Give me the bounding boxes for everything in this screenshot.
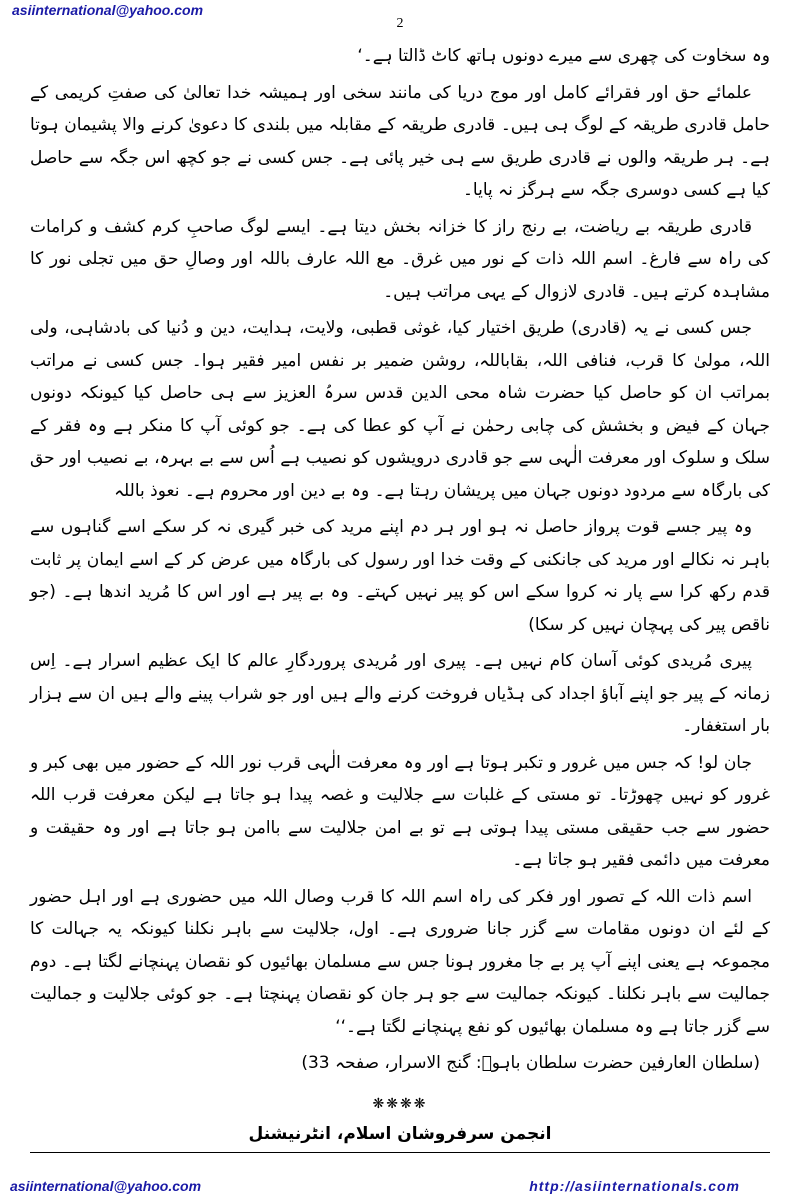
- footer-organization: انجمن سرفروشان اسلام، انٹرنیشنل: [248, 1124, 552, 1144]
- paragraph-5: پیری مُریدی کوئی آسان کام نہیں ہے۔ پیری اور مُریدی پروردگارِ عالم کا ایک عظیم اسرار ہے۔ اِس زمانہ کے پیر جو اپنے آباؤ اجداد کی ہڈیاں فروخت کرنے والے ہیں اور جو شراب پینے والے ہیں ان سے ہزار بار استغفار۔: [30, 651, 770, 736]
- citation: (سلطان العارفین حضرت سلطان باہوؒ: گنج الاسرار، صفحہ 33): [301, 1053, 760, 1073]
- header-email[interactable]: asiinternational@yahoo.com: [12, 2, 204, 18]
- page-number: 2: [396, 16, 404, 31]
- footer-email[interactable]: asiinternational@yahoo.com: [10, 1178, 202, 1194]
- paragraph-3: جس کسی نے یہ (قادری) طریق اختیار کیا، غوثی قطبی، ولایت، ہدایت، دین و دُنیا کی بادشاہی، ولی اللہ، مولیٰ کا قرب، فنافی اللہ، بقاباللہ، روشن ضمیر بر نفس امیر فقیر ہوا۔ جس کسی نے مراتب بمراتب ان کو حاصل کیا حضرت شاہ محی الدین قدس سرہُ العزیز سے ہی حاصل کیا کیونکہ دونوں جہان کے فیض و بخشش کی چابی رحمٰن نے آپ کو عطا کی ہے۔ جو کوئی آپ کا منکر ہے وہ فقر کے سلک و سلوک اور معرفت الٰہی سے جو قادری درویشوں کو نصیب ہے اُس سے بے بہرہ، بے نصیب اور حق کی بارگاہ سے مردود دونوں جہان میں پریشان رہتا ہے۔ وہ بے دین اور محروم ہے۔ نعوذ باللہ: [30, 318, 770, 501]
- footer-rule: [30, 1152, 770, 1153]
- paragraph-1: علمائے حق اور فقرائے کامل اور موج دریا کی مانند سخی اور ہمیشہ خدا تعالیٰ کی صفتِ کریمی کے حامل قادری طریقہ کے لوگ ہی ہیں۔ قادری طریقہ کے مقابلہ میں بلندی کا دعویٰ کرنے والا پشیمان ہوتا ہے۔ ہر طریقہ والوں نے قادری طریق سے ہی خیر پائی ہے۔ جس کسی نے جو کچھ اس جگہ سے حاصل کیا ہے کسی دوسری جگہ سے ہرگز نہ پایا۔: [30, 82, 770, 200]
- paragraph-4: وہ پیر جسے قوت پرواز حاصل نہ ہو اور ہر دم اپنے مرید کی خبر گیری نہ کر سکے اسے گناہوں سے باہر نہ نکالے اور مرید کی جانکنی کے وقت خدا اور رسول کی بارگاہ میں عرض کر کے اسے ایمان پر ثابت قدم رکھ کرا سے پار نہ کروا سکے اس کو پیر نہیں کہتے۔ وہ بے پیر ہے اور اس کا مُرید اندھا ہے۔ (جو ناقص پیر کی پہچان نہیں کر سکا): [30, 517, 770, 635]
- paragraph-7: اسم ذات اللہ کے تصور اور فکر کی راہ اسم اللہ کا قرب وصال اللہ میں حضوری ہے اور اہل حضور کے لئے ان دونوں مقامات سے گزر جانا ضروری ہے۔ اول، جلالیت سے باہر نکلنا کیونکہ یہ جہالت کا مجموعہ ہے یعنی اپنے آپ پر بے جا مغرور ہونا جس سے مسلمان بھائیوں کو نقصان پہنچانے لگتا ہے۔ دوم جمالیت سے باہر نکلنا۔ کیونکہ جمالیت سے جو ہر جان کو نقصان پہنچتا ہے۔ جو کوئی جلالیت و جمالیت سے گزر جاتا ہے وہ مسلمان بھائیوں کو نفع پہنچانے لگتا ہے۔‘‘: [30, 886, 770, 1037]
- ornament-divider: ❋❋❋❋: [372, 1096, 428, 1112]
- paragraph-2: قادری طریقہ بے ریاضت، بے رنج راز کا خزانہ بخش دیتا ہے۔ ایسے لوگ صاحبِ کرم کشف و کرامات کی راہ سے فارغ۔ اسم اللہ ذات کے نور میں غرق۔ مع اللہ عارف باللہ اور وصالِ حق میں تجلی نور کا مشاہدہ کرتے ہیں۔ قادری لازوال کے یہی مراتب ہیں۔: [30, 216, 770, 302]
- paragraph-6: جان لو! کہ جس میں غرور و تکبر ہوتا ہے اور وہ معرفت الٰہی قرب نور اللہ کے حضور میں بھی کبر و غرور کو نہیں چھوڑتا۔ تو مستی کے غلبات سے جلالیت و غصہ پیدا ہو جاتا ہے لیکن معرفت قرب اللہ حضور سے جب حقیقی مستی پیدا ہوتی ہے تو بے امن جلالیت سے باامن ہو جاتا ہے اور وہ حقیقت و معرفت میں دائمی فقیر ہو جاتا ہے۔: [30, 752, 770, 870]
- article-body: [30, 40, 770, 1080]
- paragraph-quote-end: وہ سخاوت کی چھری سے میرے دونوں ہاتھ کاٹ ڈالتا ہے۔‘: [357, 46, 770, 66]
- footer-url[interactable]: http://asiinternationals.com: [529, 1178, 740, 1194]
